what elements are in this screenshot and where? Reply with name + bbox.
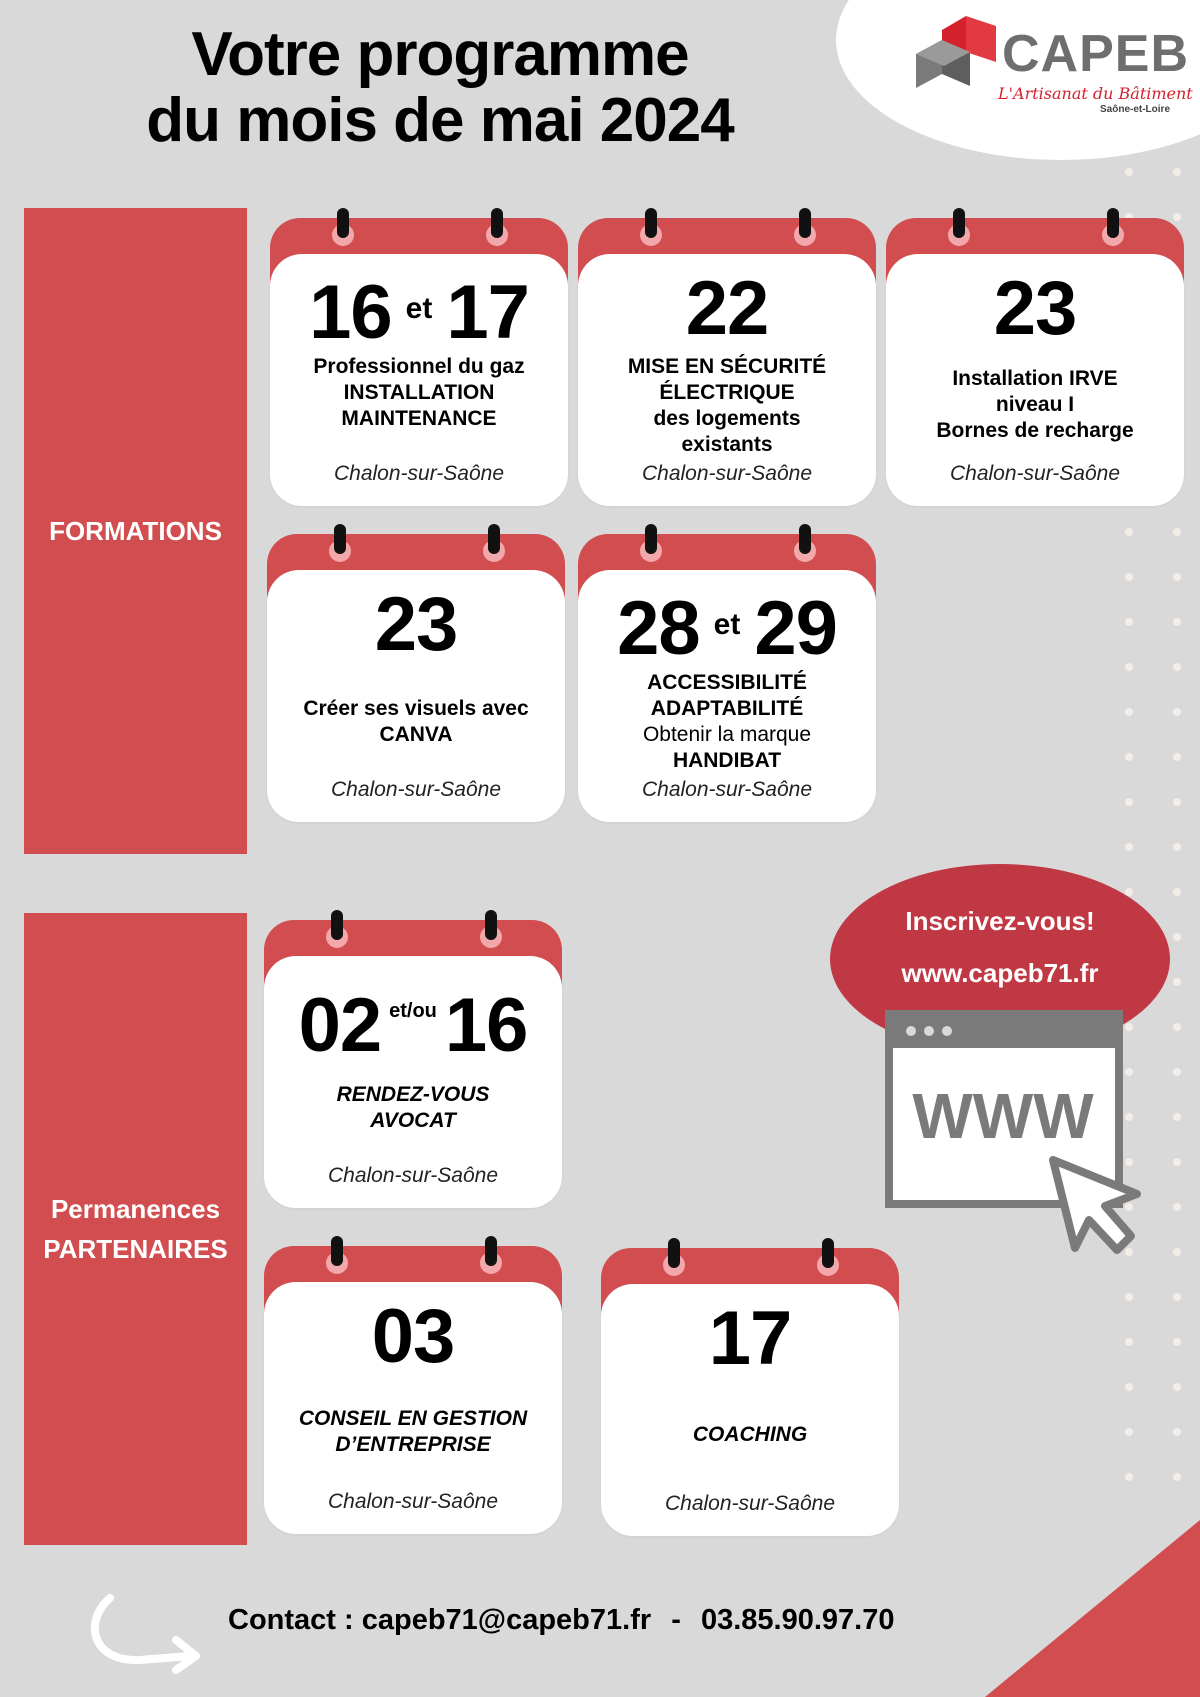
decorative-dot xyxy=(1173,1068,1181,1076)
curved-arrow-icon xyxy=(80,1590,220,1675)
event-date: 16 $^{et}$ 17 xyxy=(309,270,529,355)
decorative-dot xyxy=(1125,168,1133,176)
decorative-dot xyxy=(1173,663,1181,671)
section-label-formations: FORMATIONS xyxy=(49,516,222,546)
event-description: Professionnel du gaz INSTALLATION MAINTENANCE xyxy=(313,355,525,430)
decorative-dot xyxy=(1173,1473,1181,1481)
calendar-card-formation-accessibilite[interactable] xyxy=(578,524,876,822)
decorative-dot xyxy=(1173,1383,1181,1391)
calendar-card-permanence-gestion[interactable] xyxy=(264,1236,562,1534)
calendar-card-permanence-avocat[interactable] xyxy=(264,910,562,1208)
decorative-dot xyxy=(1173,708,1181,716)
mouse-pointer-icon xyxy=(1053,1160,1137,1250)
section-label-permanences-line1: Permanences xyxy=(50,1194,221,1224)
calendar-ring-icon xyxy=(480,910,502,940)
cta-url-link[interactable]: www.capeb71.fr xyxy=(901,958,1099,988)
event-description: RENDEZ-VOUS AVOCAT xyxy=(336,1083,490,1132)
calendar-ring-icon xyxy=(663,1238,685,1268)
decorative-dot xyxy=(1125,843,1133,851)
decorative-dot xyxy=(1125,663,1133,671)
decorative-dot xyxy=(1173,933,1181,941)
decorative-dot xyxy=(1173,1023,1181,1031)
event-description: MISE EN SÉCURITÉ ÉLECTRIQUE des logements existants xyxy=(627,355,827,456)
decorative-dot xyxy=(1173,1203,1181,1211)
event-date: 23 xyxy=(993,266,1077,351)
decorative-dot xyxy=(1173,1293,1181,1301)
calendar-card-formation-gaz[interactable] xyxy=(270,208,568,506)
logo-tagline: L'Artisanat du Bâtiment xyxy=(998,84,1193,103)
contact-email-link[interactable]: capeb71@capeb71.fr xyxy=(361,1604,652,1636)
calendar-ring-icon xyxy=(480,1236,502,1266)
event-location: Chalon-sur-Saône xyxy=(641,778,813,801)
decorative-dot xyxy=(1125,708,1133,716)
decorative-dot xyxy=(1173,978,1181,986)
page-title xyxy=(90,22,790,154)
decorative-dot xyxy=(1125,753,1133,761)
decorative-dot xyxy=(1173,798,1181,806)
browser-window-icon xyxy=(885,1010,1145,1260)
capeb-cube-logo-icon xyxy=(912,12,1002,92)
event-date: 28 $^{et}$ 29 xyxy=(617,586,837,671)
event-date: 22 xyxy=(685,266,769,351)
decorative-dot xyxy=(1125,1338,1133,1346)
event-location: Chalon-sur-Saône xyxy=(327,1490,499,1513)
event-description: Créer ses visuels avec CANVA xyxy=(303,697,529,746)
event-description: CONSEIL EN GESTION D’ENTREPRISE xyxy=(298,1407,528,1456)
logo-region: Saône-et-Loire xyxy=(1100,104,1171,115)
calendar-ring-icon xyxy=(329,524,351,554)
decorative-dot xyxy=(1125,1473,1133,1481)
decorative-dot xyxy=(1173,888,1181,896)
calendar-ring-icon xyxy=(483,524,505,554)
decorative-dot xyxy=(1173,1248,1181,1256)
decorative-dot xyxy=(1173,528,1181,536)
event-location: Chalon-sur-Saône xyxy=(327,1164,499,1187)
event-description: COACHING xyxy=(692,1423,808,1446)
calendar-ring-icon xyxy=(794,524,816,554)
capeb-logo[interactable] xyxy=(912,6,1192,121)
calendar-ring-icon xyxy=(486,208,508,238)
event-date: 23 xyxy=(374,582,458,667)
section-band-formations xyxy=(24,208,247,854)
corner-decoration xyxy=(985,1520,1200,1697)
event-date: 02 $^{et/ou}$ 16 xyxy=(298,983,528,1068)
event-description: ACCESSIBILITÉ ADAPTABILITÉ Obtenir la marque HANDIBAT xyxy=(642,671,812,772)
decorative-dot xyxy=(1173,843,1181,851)
calendar-ring-icon xyxy=(817,1238,839,1268)
decorative-dot xyxy=(1173,618,1181,626)
event-date: 03 xyxy=(371,1294,455,1379)
decorative-dot xyxy=(1125,618,1133,626)
calendar-ring-icon xyxy=(326,910,348,940)
contact-line xyxy=(228,1604,894,1637)
event-location: Chalon-sur-Saône xyxy=(949,462,1121,485)
decorative-dot xyxy=(1173,1158,1181,1166)
decorative-dot xyxy=(1173,573,1181,581)
decorative-dot xyxy=(1173,1428,1181,1436)
calendar-card-formation-securite[interactable] xyxy=(578,208,876,506)
decorative-dot xyxy=(1173,753,1181,761)
decorative-dot xyxy=(1173,1113,1181,1121)
calendar-ring-icon xyxy=(794,208,816,238)
contact-label: Contact : xyxy=(228,1604,354,1636)
calendar-card-formation-canva[interactable] xyxy=(267,524,565,822)
event-location: Chalon-sur-Saône xyxy=(641,462,813,485)
cta-signup-text: Inscrivez-vous! xyxy=(905,906,1095,936)
browser-www-label: WWW xyxy=(912,1080,1094,1152)
calendar-ring-icon xyxy=(326,1236,348,1266)
event-date: 17 xyxy=(708,1296,792,1381)
decorative-dot xyxy=(1125,1383,1133,1391)
title-line-1: Votre programme xyxy=(191,20,689,89)
event-description: Installation IRVE niveau I Bornes de recharge xyxy=(936,367,1134,442)
calendar-card-formation-irve[interactable] xyxy=(886,208,1184,506)
calendar-ring-icon xyxy=(332,208,354,238)
section-band-permanences xyxy=(24,913,247,1545)
section-label-permanences-line2: PARTENAIRES xyxy=(43,1234,228,1264)
decorative-dot xyxy=(1173,168,1181,176)
decorative-dot xyxy=(1125,798,1133,806)
event-location: Chalon-sur-Saône xyxy=(330,778,502,801)
calendar-ring-icon xyxy=(948,208,970,238)
calendar-ring-icon xyxy=(1102,208,1124,238)
event-location: Chalon-sur-Saône xyxy=(664,1492,836,1515)
logo-wordmark: CAPEB xyxy=(1002,25,1190,83)
calendar-ring-icon xyxy=(640,208,662,238)
event-location: Chalon-sur-Saône xyxy=(333,462,505,485)
decorative-dot xyxy=(1125,1293,1133,1301)
decorative-dot xyxy=(1125,528,1133,536)
decorative-dot xyxy=(1125,1428,1133,1436)
decorative-dot xyxy=(1125,573,1133,581)
decorative-dot xyxy=(1173,1338,1181,1346)
calendar-ring-icon xyxy=(640,524,662,554)
contact-separator: - xyxy=(671,1604,681,1636)
calendar-card-permanence-coaching[interactable] xyxy=(601,1238,899,1536)
title-line-2: du mois de mai 2024 xyxy=(146,86,734,155)
contact-phone-link[interactable]: 03.85.90.97.70 xyxy=(700,1604,895,1636)
